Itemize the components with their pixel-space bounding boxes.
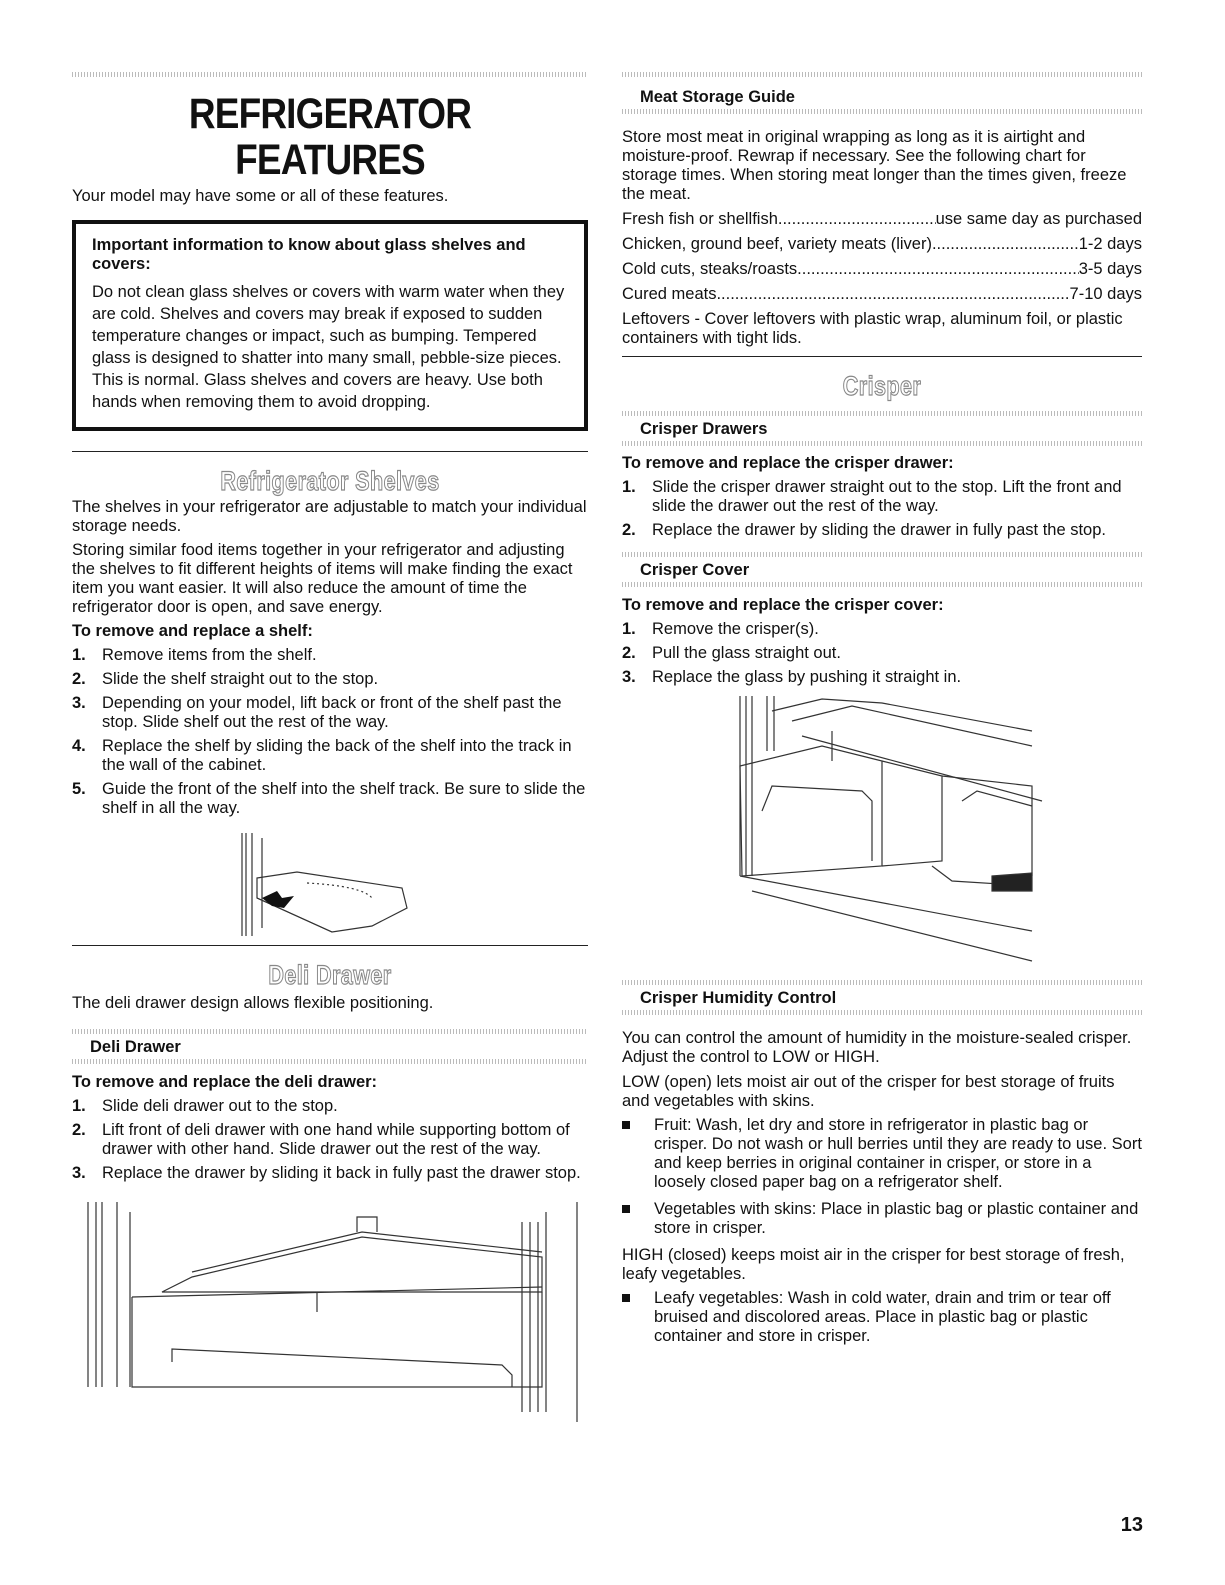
humidity-label: Crisper Humidity Control (640, 989, 837, 1007)
divider (72, 72, 588, 77)
meat-intro: Store most meat in original wrapping as long as it is airtight and moisture-proof. Rewrap if necessary. See the following chart for storage times. When storing meat longer than the times given, freeze the meat. (622, 128, 1127, 203)
left-column (72, 0, 588, 1422)
divider (622, 441, 1142, 446)
section-heading-shelves: Refrigerator Shelves (220, 466, 440, 496)
divider (622, 411, 1142, 416)
list-item: 1. Slide deli drawer out to the stop. (72, 1097, 338, 1115)
crisper-drawers-label: Crisper Drawers (640, 420, 768, 438)
shelves-subhead: To remove and replace a shelf: (72, 622, 313, 640)
section-heading-crisper: Crisper (842, 371, 922, 401)
list-item: 5. Guide the front of the shelf into the shelf track. Be sure to slide the shelf in all the way. (72, 780, 586, 817)
deli-label: Deli Drawer (90, 1038, 181, 1056)
shelf-illustration (72, 828, 588, 943)
right-column (622, 0, 1142, 1346)
deli-drawer-illustration (72, 1197, 588, 1422)
crisper-cover-label: Crisper Cover (640, 561, 750, 579)
shelves-paragraph: The shelves in your refrigerator are adjustable to match your individual storage needs. (72, 498, 587, 535)
page-number: 13 (1120, 1514, 1143, 1536)
divider (72, 1029, 588, 1034)
list-item: Leafy vegetables: Wash in cold water, drain and trim or tear off bruised and discolored areas. Place in plastic bag or plastic container and store in crisper. (622, 1289, 1142, 1346)
divider (72, 1059, 588, 1064)
shelf-steps (72, 646, 588, 818)
divider (72, 451, 588, 452)
list-item: Vegetables with skins: Place in plastic bag or plastic container and store in crisper. (622, 1200, 1142, 1238)
intro-text: Your model may have some or all of these features. (72, 187, 449, 205)
glass-notice-box (72, 220, 588, 431)
list-item: 2. Replace the drawer by sliding the drawer in fully past the stop. (622, 521, 1106, 539)
meat-guide-row: Chicken, ground beef, variety meats (liver) ..... 1-2 days (622, 235, 1142, 254)
low-bullets (622, 1116, 1142, 1238)
section-heading-deli: Deli Drawer (268, 960, 392, 990)
divider (622, 552, 1142, 557)
high-bullets (622, 1289, 1142, 1346)
meat-guide-row: Fresh fish or shellfish ..... use same day as purchased (622, 210, 1142, 229)
divider (622, 109, 1142, 114)
glass-notice-body: Do not clean glass shelves or covers with warm water when they are cold. Shelves and covers may break if exposed to sudden temperature changes or impact, such as bumping. Tempered glass is designed to shatter into many small, pebble-size pieces. This is normal. Glass shelves and covers are heavy. Use both hands when removing them to avoid dropping. (92, 283, 565, 411)
list-item: Fruit: Wash, let dry and store in refrigerator in plastic bag or crisper. Do not wash or hull berries until they are ready to use. Sort and keep berries in original container in crisper, or store in a loosely closed paper bag on a refrigerator shelf. (622, 1116, 1142, 1192)
list-item: 3. Replace the glass by pushing it straight in. (622, 668, 962, 686)
list-item: 4. Replace the shelf by sliding the back of the shelf into the track in the wall of the cabinet. (72, 737, 572, 774)
list-item: 1. Remove items from the shelf. (72, 646, 317, 664)
page-title: REFRIGERATOR FEATURES (188, 90, 472, 184)
shelves-paragraph: Storing similar food items together in your refrigerator and adjusting the shelves to fit different heights of items will make finding the exact item you want easier. It will also reduce the amount of time the refrigerator door is open, and save energy. (72, 541, 573, 616)
list-item: 2. Lift front of deli drawer with one hand while supporting bottom of drawer with other hand. Slide drawer out the rest of the way. (72, 1121, 570, 1158)
crisper-drawer-steps (622, 478, 1142, 540)
divider (622, 1010, 1142, 1015)
list-item: 3. Depending on your model, lift back or front of the shelf past the stop. Slide shelf out the rest of the way. (72, 694, 562, 731)
meat-guide-row: Cured meats ..... 7-10 days (622, 285, 1142, 304)
list-item: 1. Remove the crisper(s). (622, 620, 819, 638)
meat-label: Meat Storage Guide (640, 88, 795, 106)
deli-subhead: To remove and replace the deli drawer: (72, 1073, 378, 1091)
list-item: 2. Pull the glass straight out. (622, 644, 841, 662)
divider (622, 980, 1142, 985)
divider (622, 72, 1142, 77)
divider (622, 582, 1142, 587)
crisper-drawer-subhead: To remove and replace the crisper drawer: (622, 454, 954, 472)
meat-guide-row: Cold cuts, steaks/roasts ..... 3-5 days (622, 260, 1142, 279)
humidity-paragraph: LOW (open) lets moist air out of the crisper for best storage of fruits and vegetables with skins. (622, 1073, 1115, 1110)
crisper-cover-steps (622, 620, 1142, 687)
deli-intro: The deli drawer design allows flexible positioning. (72, 994, 434, 1012)
list-item: 3. Replace the drawer by sliding it back in fully past the drawer stop. (72, 1164, 581, 1182)
list-item: 2. Slide the shelf straight out to the stop. (72, 670, 379, 688)
glass-notice-heading: Important information to know about glass shelves and covers: (92, 236, 526, 273)
deli-steps (72, 1097, 588, 1183)
leftovers-text: Leftovers - Cover leftovers with plastic wrap, aluminum foil, or plastic containers with tight lids. (622, 310, 1123, 347)
list-item: 1. Slide the crisper drawer straight out to the stop. Lift the front and slide the drawer out the rest of the way. (622, 478, 1122, 515)
crisper-illustration (622, 691, 1142, 966)
humidity-paragraph: HIGH (closed) keeps moist air in the crisper for best storage of fresh, leafy vegetables. (622, 1246, 1125, 1283)
crisper-cover-subhead: To remove and replace the crisper cover: (622, 596, 944, 614)
divider (72, 945, 588, 946)
divider (622, 356, 1142, 357)
humidity-paragraph: You can control the amount of humidity in the moisture-sealed crisper. Adjust the control to LOW or HIGH. (622, 1029, 1132, 1066)
